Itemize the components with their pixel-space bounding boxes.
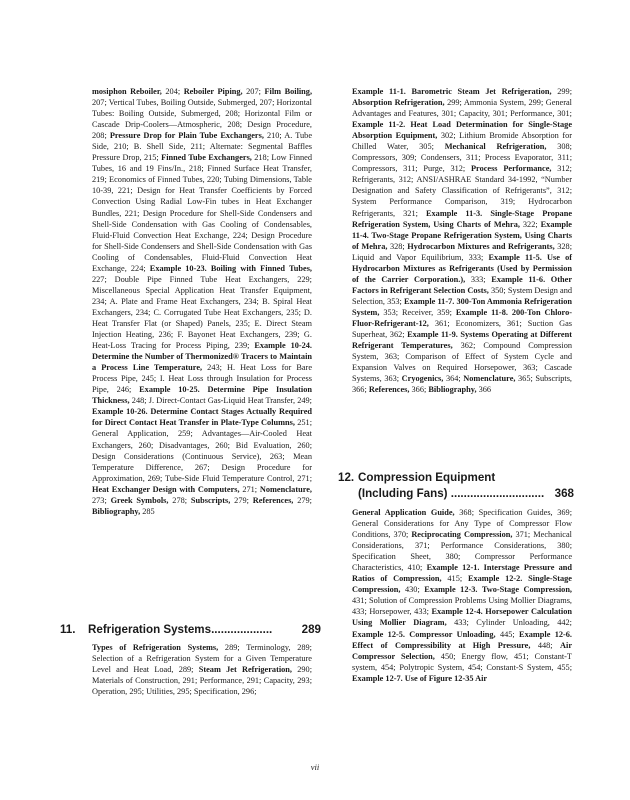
toc-bold-entry: Example 10-26. Determine Contact Stages Actually Required for Direct Contact Heat Transfer in Plate-Type Columns, — [92, 407, 312, 428]
toc-bold-entry: Example 11-7. 300-Ton Ammonia Refrigeration System, — [352, 296, 572, 317]
toc-bold-entry: Heat Exchanger Design with Computers, — [92, 484, 240, 494]
chapter-title-line-1: Compression Equipment — [358, 471, 496, 484]
toc-bold-entry: Example 11-1. Barometric Steam Jet Refrigeration, — [352, 87, 552, 96]
toc-bold-entry: Example 11-4. Two-Stage Propane Refrigeration System, Using Charts of Mehra, — [352, 219, 572, 251]
toc-text: 207; — [242, 87, 265, 96]
toc-entry-chapter-10-continued — [92, 86, 312, 517]
toc-text: 361; Economizers, 361; Suction Gas Superheat, 362; — [352, 318, 572, 340]
toc-bold-entry: Pressure Drop for Plain Tube Exchangers, — [109, 131, 264, 141]
chapter-number: 11. — [60, 623, 76, 636]
toc-bold-entry: Bibliography, — [92, 506, 141, 516]
chapter-number: 12. — [338, 471, 355, 484]
toc-text: 328; — [387, 241, 408, 251]
toc-right-column-top — [352, 86, 572, 395]
toc-text: 322; — [519, 219, 541, 229]
toc-bold-entry: Finned Tube Exchangers, — [161, 153, 252, 163]
toc-text: 364; — [443, 374, 464, 384]
toc-text: 448; — [530, 640, 561, 650]
chapter-12-heading[interactable] — [338, 470, 574, 502]
toc-bold-entry: Mechanical Refrigeration, — [444, 142, 547, 152]
toc-entry-chapter-12 — [352, 507, 572, 684]
toc-bold-entry: Greek Symbols, — [110, 495, 169, 505]
toc-text: 279; — [293, 495, 312, 505]
toc-bold-entry: Bibliography, — [428, 385, 477, 395]
toc-text: 299; — [551, 87, 573, 96]
toc-text: 362; Compound Compression System, 363; Comparison of Effect of System Cycle and Expansion Valves on Required Horsepower, 363; Cascade Systems, 363; — [352, 341, 572, 384]
toc-text: 218; Low Finned Tubes, 16 and 19 Fins/In., 218; Finned Surface Heat Transfer, 219; Economics of Finned Tubes, 220; Tubing Dimensions, Table 10-39, 221; Design for Heat Transfer Coefficients by Forced Convection Using Radial Low-Fin tubes in Heat Exchanger Bundles, 221; Design Procedure for Shell-Side Condensers and Shell-Side Condensation with Gas Cooling of Condensables, Fluid-Fluid Convection Heat Exchange, 224; Design Procedure for Shell-Side Condensers and Shell-Side Condensation with Gas Cooling of Condensables, Fluid-Fluid Convection Heat Exchange, 224; — [92, 153, 313, 273]
toc-bold-entry: Types of Refrigeration Systems, — [92, 643, 219, 652]
toc-bold-entry: mosiphon Reboiler, — [92, 87, 162, 96]
toc-text: 204; — [161, 87, 184, 96]
toc-text: 371; Mechanical Considerations, 371; Performance Considerations, 380; Specification Sheet, 380; Compressor Performance Characteristics, 410; — [352, 530, 572, 573]
toc-bold-entry: Example 12-7. Use of Figure 12-35 Air — [352, 673, 488, 683]
toc-text: 308; Compressors, 309; Condensers, 311; Process Evaporator, 311; Compressors, 311; Purge, 312; — [352, 142, 572, 174]
dot-leader: ............................. — [450, 487, 545, 500]
dot-leader: ................... — [211, 623, 273, 636]
toc-text: 350; System Design and Selection, 353; — [352, 285, 573, 306]
toc-left-column-top — [92, 86, 312, 517]
toc-bold-entry: Example 12-3. Two-Stage Compression, — [424, 585, 573, 595]
chapter-title: Refrigeration Systems................... — [88, 623, 273, 636]
chapter-page-number: 368 — [554, 487, 574, 500]
toc-bold-entry: Example 10-23. Boiling with Finned Tubes, — [149, 263, 312, 273]
page-folio: vii — [310, 762, 320, 772]
toc-text: 302; Lithium Bromide Absorption for Chilled Water, 305; — [352, 131, 572, 152]
toc-text: 312; Refrigerants, 312; ANSI/ASHRAE Standard 34-1992, “Number Designation and Safety Classification of Refrigerants”, 312; System Performance Comparison, 319; Hydrocarbon Refrigerants, 321; — [352, 164, 572, 218]
toc-bold-entry: Example 10-24. Determine the Number of Thermonized® Tracers to Maintain a Process Line Temperature, — [92, 341, 312, 373]
toc-text: 251; General Application, 259; Advantages—Air-Cooled Heat Exchangers, 260; Disadvantages, 260; Bid Evaluation, 260; Design Considerations (Continuous Service), 263; Mean Temperature Difference, 267; Design Procedure for Approximation, 269; Tube-Side Fluid Temperature Control, 271; — [92, 418, 312, 483]
toc-bold-entry: Example 11-2. Heat Load Determination for Single-Stage Absorption Equipment, — [352, 120, 572, 141]
toc-text: 271; — [239, 484, 260, 494]
toc-text: 450; Energy flow, 451; Constant-T system, 454; Polytropic System, 454; Constant-S System, 455; — [352, 651, 572, 672]
toc-text: 353; Receiver, 359; — [379, 307, 456, 317]
toc-text: 328; Liquid and Vapor Equilibrium, 333; — [352, 241, 572, 262]
chapter-11-heading[interactable] — [60, 622, 321, 638]
toc-text: 248; J. Direct-Contact Gas-Liquid Heat Transfer, 249; — [129, 396, 312, 406]
toc-bold-entry: General Application Guide, — [352, 508, 455, 517]
toc-bold-entry: References, — [252, 495, 294, 505]
toc-text: 366 — [476, 385, 492, 395]
toc-bold-entry: Example 11-5. Use of Hydrocarbon Mixtures as Refrigerants (Used by Permission of the Carrier Corporation.), — [352, 252, 572, 284]
toc-text: 368; Specification Guides, 369; General Considerations for Any Type of Compressor Flow Conditions, 370; — [352, 508, 573, 540]
toc-text: 210; A. Tube Side, 210; B. Shell Side, 211; Alternate: Segmental Baffles Pressure Drop, 215; — [92, 131, 312, 163]
chapter-page-number: 289 — [301, 623, 321, 636]
toc-bold-entry: Film Boiling, — [264, 87, 313, 96]
toc-text: 415; — [441, 574, 468, 584]
toc-bold-entry: Example 12-2. Single-Stage Compression, — [352, 574, 572, 595]
toc-bold-entry: Example 11-9. Systems Operating at Different Refrigerant Temperatures, — [352, 330, 572, 351]
toc-text: 207; Vertical Tubes, Boiling Outside, Submerged, 207; Horizontal Tubes: Boiling Outside, Submerged, 208; Horizontal Film or Cascade Drip-Coolers—Atmospheric, 208; Design Procedure, 208; — [92, 98, 312, 141]
toc-bold-entry: Subscripts, — [190, 495, 231, 505]
toc-bold-entry: References, — [368, 385, 410, 395]
toc-text: 430; — [400, 585, 425, 595]
toc-text: 289; Terminology, 289; Selection of a Refrigeration System for a Given Temperature Level and Heat Load, 289; — [92, 643, 312, 675]
toc-bold-entry: Example 11-8. 200-Ton Chloro-Fluor-Refrigerant-12, — [352, 307, 572, 328]
toc-bold-entry: Example 12-1. Interstage Pressure and Ratios of Compression, — [352, 563, 572, 584]
toc-text: 433; Cylinder Unloading, 442; — [446, 618, 572, 628]
toc-bold-entry: Example 11-3. Single-Stage Propane Refrigeration System, Using Charts of Mehra, — [352, 208, 572, 229]
toc-text: 227; Double Pipe Finned Tube Heat Exchangers, 229; Miscellaneous Special Application Heat Transfer Equipment, 234; A. Plate and Frame Heat Exchangers, 234; B. Spiral Heat Exchangers, 234; C. Corrugated Tube Heat Exchangers, 235; D. Heat Transfer Flat (or Shaped) Panels, 235; E. Direct Steam Injection Heating, 236; F. Bayonet Heat Exchangers, 239; G. Heat-Loss Tracing for Process Piping, 239; — [92, 274, 312, 351]
toc-bold-entry: Nomenclature, — [463, 374, 516, 384]
toc-text: 365; Subscripts, 366; — [352, 374, 573, 395]
toc-right-column-bottom — [352, 507, 572, 684]
toc-bold-entry: Process Performance, — [470, 164, 552, 174]
toc-text: 273; — [92, 495, 111, 505]
toc-text: 431; Solution of Compression Problems Using Mollier Diagrams, 433; Horsepower, 433; — [352, 596, 572, 617]
toc-bold-entry: Example 12-4. Horsepower Calculation Using Mollier Diagram, — [352, 607, 572, 628]
toc-text: 366; — [409, 385, 429, 395]
toc-entry-chapter-11 — [92, 642, 312, 697]
chapter-title-line-2: (Including Fans) ............................. — [358, 487, 545, 500]
toc-bold-entry: Cryogenics, — [401, 374, 444, 384]
toc-left-column-bottom — [92, 642, 312, 697]
toc-text: 243; H. Heat Loss for Bare Process Pipe, 245; I. Heat Loss through Insulation for Process Pipe, 246; — [92, 363, 313, 395]
toc-bold-entry: Example 10-25. Determine Pipe Insulation Thickness, — [92, 385, 312, 406]
toc-bold-entry: Reciprocating Compression, — [411, 530, 513, 540]
toc-text: 445; — [495, 629, 520, 639]
toc-bold-entry: Reboiler Piping, — [183, 87, 243, 96]
toc-text: 285 — [140, 506, 155, 516]
toc-text: 299; Ammonia System, 299; General Advantages and Features, 301; Capacity, 301; Performance, 301; — [352, 98, 572, 119]
toc-bold-entry: Air Compressor Selection, — [352, 640, 572, 661]
toc-bold-entry: Example 11-6. Other Factors in Refrigerant Selection Costs, — [352, 274, 573, 295]
toc-text: 278; — [168, 495, 191, 505]
toc-bold-entry: Example 12-6. Effect of Compressibility at High Pressure, — [352, 629, 572, 650]
toc-bold-entry: Example 12-5. Compressor Unloading, — [352, 629, 496, 639]
toc-entry-chapter-11-continued — [352, 86, 572, 395]
toc-bold-entry: Absorption Refrigeration, — [352, 98, 445, 108]
toc-bold-entry: Nomenclature, — [259, 484, 312, 494]
toc-text: 290; Materials of Construction, 291; Performance, 291; Capacity, 293; Operation, 295; Utilities, 295; Specification, 296; — [92, 665, 313, 697]
toc-text: 333; — [465, 274, 492, 284]
toc-text: 279; — [230, 495, 253, 505]
toc-bold-entry: Steam Jet Refrigeration, — [198, 665, 292, 675]
toc-bold-entry: Hydrocarbon Mixtures and Refrigerants, — [407, 241, 555, 251]
